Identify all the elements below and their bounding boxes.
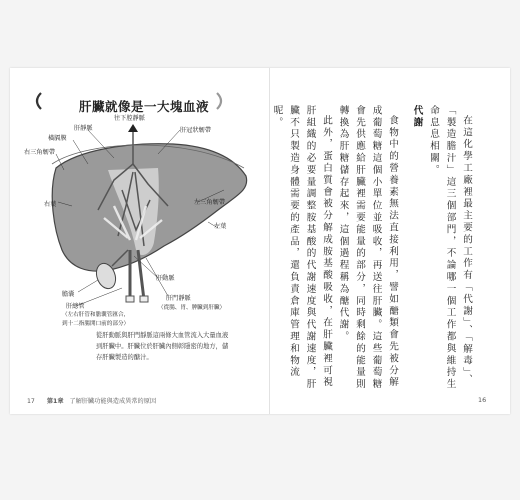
paragraph-metabolism: 食物中的營養素無法直接利用，譬如醣類會先被分解成葡萄糖這個小單位並吸收，再送往肝臟。這些葡萄糖會先供應給肝臟裡需要能量的部分，同時剩餘的能量則轉換為肝糖儲存起來，這個過程稱為醣代謝。: [337, 105, 398, 391]
left-page-number: 17: [27, 398, 35, 405]
label-hepatic-vein: 肝靜脈: [74, 125, 93, 132]
right-bracket-icon: [215, 91, 227, 111]
label-right-triangular-ligament: 右三角韌帶: [24, 149, 55, 156]
figure-caption: 從肝動脈與肝門靜脈這兩條大血管流入大量血液到肝臟中。肝臟位於肝臟內側彰隱密的地方，儲存肝臟製造的醣汁。: [96, 332, 229, 361]
paragraph-protein: 此外，蛋白質會被分解成胺基酸吸收，在肝臟裡可視肝組織的必要量調整胺基酸的代謝速度與代謝速度，肝臟不只製造身體需要的產品，還負責倉庫管理和物流呢。: [271, 105, 332, 391]
label-portal-vein-note: （從腸、胃、脾臟到肝臟）: [158, 305, 226, 311]
label-bile-duct: 肝總管: [66, 303, 85, 310]
label-gallbladder: 膽囊: [62, 291, 75, 298]
paragraph-intro: 在這化學工廠裡最主要的工作有「代謝」、「解毒」、「製造膽汁」這三個部門，不論哪一個工作都與維持生命息息相關。: [428, 105, 472, 391]
right-page-number: 16: [478, 396, 487, 404]
label-bile-duct-note-1: （左右肝管和膽囊管匯合，: [62, 312, 130, 318]
label-coronary-ligament: 肝冠狀韌帶: [180, 127, 211, 134]
chapter-title: 了解肝臟功能與造成異常的原因: [69, 398, 157, 405]
vertical-body-text: [268, 105, 474, 395]
page-title: 肝臟就像是一大塊血液: [78, 99, 209, 114]
label-inferior-vena-cava: 往下腔靜脈: [114, 115, 145, 122]
liver-diagram: [18, 110, 260, 318]
label-portal-vein: 肝門靜脈: [166, 295, 191, 302]
label-hepatic-artery: 肝動脈: [156, 275, 175, 282]
label-left-lobe: 左葉: [214, 223, 227, 230]
label-diaphragm: 橫膈膜: [48, 135, 67, 142]
chapter-label: 第1章: [46, 398, 64, 405]
label-right-lobe: 右葉: [44, 201, 57, 208]
section-heading-metabolism: 代謝: [411, 105, 423, 129]
left-footer: [27, 396, 156, 405]
left-bracket-icon: [31, 91, 43, 111]
label-left-triangular-ligament: 左三角韌帶: [194, 199, 225, 206]
book-spread: [10, 68, 510, 414]
label-bile-duct-note-2: 到十二指腸開口前的部分）: [62, 321, 130, 327]
